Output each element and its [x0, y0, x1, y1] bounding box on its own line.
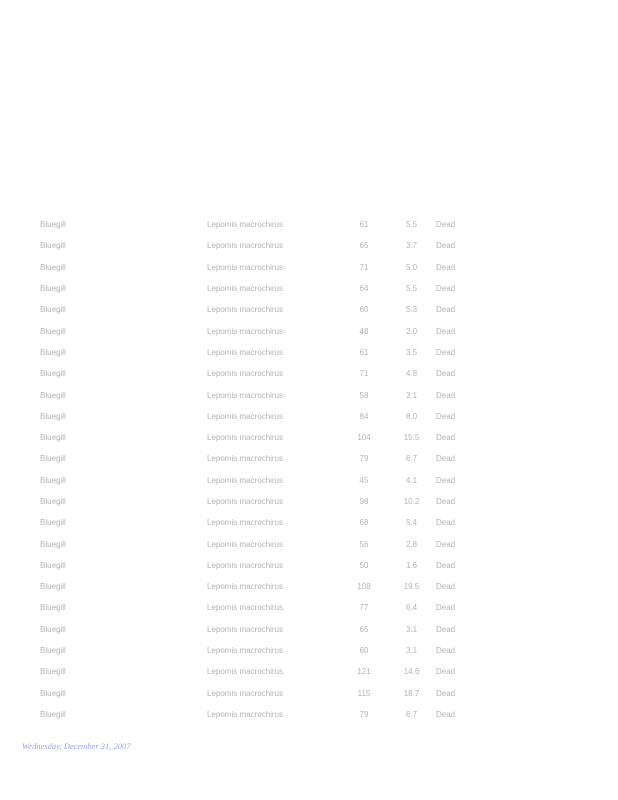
common-name-cell: Bluegill: [40, 603, 66, 613]
fate-cell: Dead: [436, 624, 456, 634]
common-name-cell: Bluegill: [40, 262, 66, 272]
weight-cell: 6.7: [405, 454, 418, 464]
fate-cell: Dead: [436, 454, 456, 464]
common-name-cell: Bluegill: [40, 560, 66, 570]
weight-cell: 3.1: [405, 624, 418, 634]
fate-cell: Dead: [436, 518, 456, 528]
weight-cell: 10.2: [403, 497, 420, 506]
weight-cell: 8.0: [405, 411, 418, 421]
length-cell: 71: [359, 369, 369, 379]
weight-cell: 5.5: [405, 220, 418, 230]
weight-cell: 5.5: [405, 284, 418, 294]
length-cell: 64: [359, 284, 369, 294]
table-row: [0, 214, 450, 235]
common-name-cell: Bluegill: [40, 390, 66, 400]
length-cell: 79: [359, 454, 369, 464]
table-row: [0, 320, 450, 341]
common-name-cell: Bluegill: [40, 518, 66, 528]
length-cell: 108: [357, 582, 371, 592]
length-cell: 65: [359, 241, 369, 251]
common-name-cell: Bluegill: [40, 646, 66, 656]
weight-cell: 6.4: [405, 603, 418, 613]
length-cell: 71: [359, 262, 369, 272]
common-name-cell: Bluegill: [40, 497, 66, 506]
fate-cell: Dead: [436, 497, 456, 506]
common-name-cell: Bluegill: [40, 369, 66, 379]
table-row: [0, 342, 450, 363]
fate-cell: Dead: [436, 709, 456, 719]
length-cell: 104: [357, 433, 371, 443]
common-name-cell: Bluegill: [40, 667, 66, 677]
scientific-name-cell: Lepomis macrochirus: [207, 667, 284, 677]
scientific-name-cell: Lepomis macrochirus: [207, 241, 284, 251]
scientific-name-cell: Lepomis macrochirus: [207, 518, 284, 528]
scientific-name-cell: Lepomis macrochirus: [207, 369, 284, 379]
table-row: [0, 619, 450, 640]
length-cell: 121: [357, 667, 371, 677]
weight-cell: 4.1: [405, 475, 418, 485]
table-row: [0, 384, 450, 405]
scientific-name-cell: Lepomis macrochirus: [207, 411, 284, 421]
scientific-name-cell: Lepomis macrochirus: [207, 390, 284, 400]
weight-cell: 14.6: [403, 667, 420, 677]
scientific-name-cell: Lepomis macrochirus: [207, 603, 284, 613]
fate-cell: Dead: [436, 582, 456, 592]
scientific-name-cell: Lepomis macrochirus: [207, 433, 284, 443]
weight-cell: 15.5: [403, 433, 420, 443]
table-row: [0, 704, 450, 725]
weight-cell: 5.0: [405, 262, 418, 272]
fate-cell: Dead: [436, 347, 456, 357]
table-row: [0, 235, 450, 256]
weight-cell: 1.6: [405, 560, 418, 570]
table-row: [0, 555, 450, 576]
common-name-cell: Bluegill: [40, 454, 66, 464]
weight-cell: 19.5: [403, 582, 420, 592]
length-cell: 79: [359, 709, 369, 719]
table-row: [0, 406, 450, 427]
common-name-cell: Bluegill: [40, 624, 66, 634]
weight-cell: 2.0: [405, 326, 418, 336]
fate-cell: Dead: [436, 688, 456, 698]
fate-cell: Dead: [436, 411, 456, 421]
common-name-cell: Bluegill: [40, 582, 66, 592]
weight-cell: 18.7: [403, 688, 420, 698]
fate-cell: Dead: [436, 326, 456, 336]
table-row: [0, 576, 450, 597]
table-row: [0, 448, 450, 469]
fate-cell: Dead: [436, 646, 456, 656]
length-cell: 58: [359, 390, 369, 400]
scientific-name-cell: Lepomis macrochirus: [207, 646, 284, 656]
scientific-name-cell: Lepomis macrochirus: [207, 624, 284, 634]
length-cell: 84: [359, 411, 369, 421]
common-name-cell: Bluegill: [40, 347, 66, 357]
weight-cell: 6.7: [405, 709, 418, 719]
scientific-name-cell: Lepomis macrochirus: [207, 709, 284, 719]
fate-cell: Dead: [436, 220, 456, 230]
footer-date: Wednesday, December 31, 2007: [22, 741, 131, 751]
table-row: [0, 491, 450, 512]
scientific-name-cell: Lepomis macrochirus: [207, 284, 284, 294]
scientific-name-cell: Lepomis macrochirus: [207, 688, 284, 698]
fate-cell: Dead: [436, 603, 456, 613]
fate-cell: Dead: [436, 241, 456, 251]
common-name-cell: Bluegill: [40, 326, 66, 336]
weight-cell: 3.5: [405, 347, 418, 357]
weight-cell: 3.1: [405, 646, 418, 656]
scientific-name-cell: Lepomis macrochirus: [207, 305, 284, 315]
scientific-name-cell: Lepomis macrochirus: [207, 475, 284, 485]
scientific-name-cell: Lepomis macrochirus: [207, 262, 284, 272]
length-cell: 50: [359, 560, 369, 570]
length-cell: 61: [359, 347, 369, 357]
weight-cell: 2.8: [405, 539, 418, 549]
scientific-name-cell: Lepomis macrochirus: [207, 497, 284, 506]
scientific-name-cell: Lepomis macrochirus: [207, 347, 284, 357]
length-cell: 77: [359, 603, 369, 613]
fate-cell: Dead: [436, 305, 456, 315]
fate-cell: Dead: [436, 560, 456, 570]
scientific-name-cell: Lepomis macrochirus: [207, 539, 284, 549]
length-cell: 48: [359, 326, 369, 336]
weight-cell: 4.8: [405, 369, 418, 379]
common-name-cell: Bluegill: [40, 688, 66, 698]
scientific-name-cell: Lepomis macrochirus: [207, 582, 284, 592]
table-row: [0, 661, 450, 682]
length-cell: 56: [359, 539, 369, 549]
common-name-cell: Bluegill: [40, 433, 66, 443]
fate-cell: Dead: [436, 539, 456, 549]
scientific-name-cell: Lepomis macrochirus: [207, 454, 284, 464]
scientific-name-cell: Lepomis macrochirus: [207, 560, 284, 570]
scientific-name-cell: Lepomis macrochirus: [207, 326, 284, 336]
length-cell: 61: [359, 220, 369, 230]
length-cell: 115: [357, 688, 371, 698]
scientific-name-cell: Lepomis macrochirus: [207, 220, 284, 230]
fate-cell: Dead: [436, 475, 456, 485]
fish-records-table: [0, 214, 456, 725]
table-row: [0, 299, 450, 320]
length-cell: 60: [359, 305, 369, 315]
weight-cell: 3.1: [405, 390, 418, 400]
common-name-cell: Bluegill: [40, 241, 66, 251]
fate-cell: Dead: [436, 262, 456, 272]
weight-cell: 3.7: [405, 241, 418, 251]
table-row: [0, 683, 450, 704]
table-row: [0, 470, 450, 491]
table-row: [0, 278, 450, 299]
common-name-cell: Bluegill: [40, 220, 66, 230]
length-cell: 60: [359, 646, 369, 656]
common-name-cell: Bluegill: [40, 539, 66, 549]
weight-cell: 5.3: [405, 305, 418, 315]
length-cell: 68: [359, 518, 369, 528]
length-cell: 45: [359, 475, 369, 485]
fate-cell: Dead: [436, 667, 456, 677]
table-row: [0, 597, 450, 618]
fate-cell: Dead: [436, 369, 456, 379]
length-cell: 65: [359, 624, 369, 634]
fate-cell: Dead: [436, 390, 456, 400]
fate-cell: Dead: [436, 433, 456, 443]
common-name-cell: Bluegill: [40, 305, 66, 315]
table-row: [0, 257, 450, 278]
common-name-cell: Bluegill: [40, 284, 66, 294]
length-cell: 98: [359, 497, 369, 506]
table-row: [0, 363, 450, 384]
weight-cell: 5.4: [405, 518, 418, 528]
common-name-cell: Bluegill: [40, 709, 66, 719]
table-row: [0, 427, 450, 448]
common-name-cell: Bluegill: [40, 411, 66, 421]
table-row: [0, 533, 450, 554]
table-row: [0, 640, 450, 661]
common-name-cell: Bluegill: [40, 475, 66, 485]
fish-records-body: [0, 214, 456, 725]
table-row: [0, 512, 450, 533]
fate-cell: Dead: [436, 284, 456, 294]
